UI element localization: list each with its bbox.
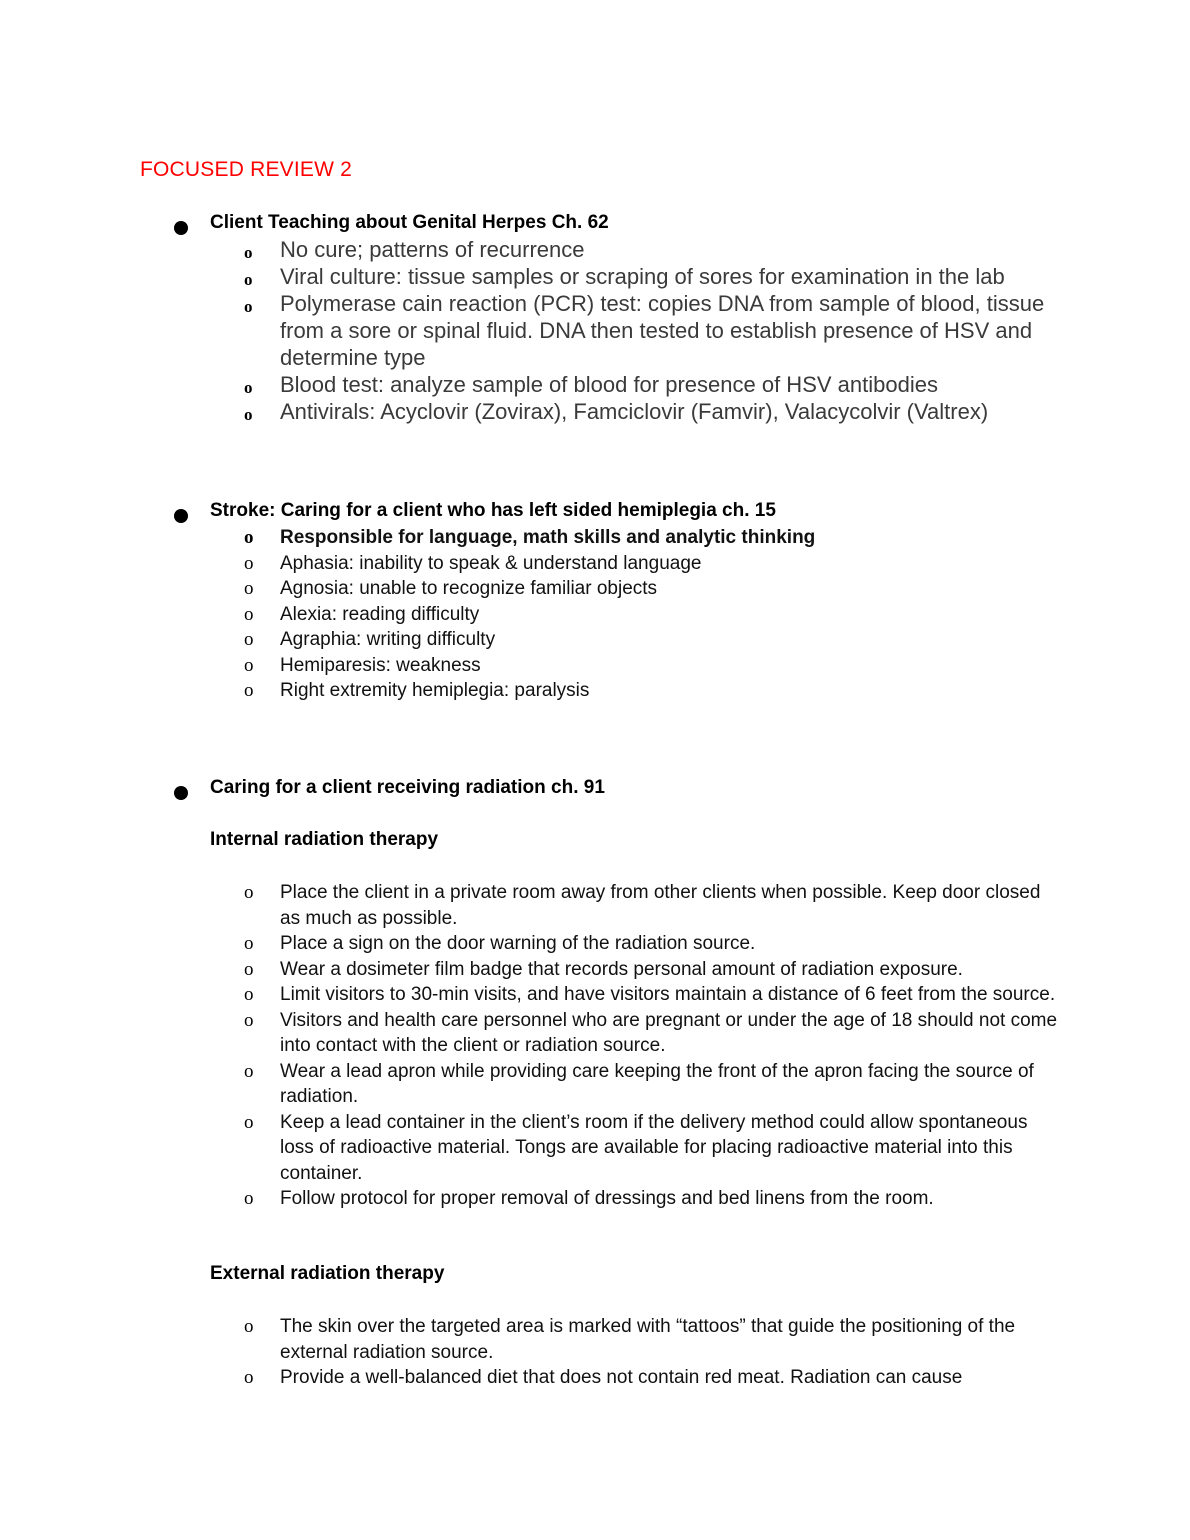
circle-bullet-icon: o <box>244 1316 254 1337</box>
subheading-external-radiation: External radiation therapy <box>210 1263 445 1284</box>
circle-bullet-icon: o <box>244 270 253 289</box>
list-item: o Aphasia: inability to speak & understand language <box>244 551 1064 577</box>
list-item: o Keep a lead container in the client’s room if the delivery method could allow spontaneous loss of radioactive material. Tongs are available for placing radioactive material into this container. <box>244 1111 1028 1184</box>
list-item: o Agnosia: unable to recognize familiar objects <box>244 576 1064 602</box>
list-item: o Place the client in a private room away from other clients when possible. Keep door closed as much as possible. <box>244 882 1041 929</box>
page-title: FOCUSED REVIEW 2 <box>140 158 353 181</box>
circle-bullet-icon: o <box>244 984 254 1005</box>
list-item: o Limit visitors to 30-min visits, and have visitors maintain a distance of 6 feet from the source. <box>244 982 1064 1008</box>
circle-bullet-icon: o <box>244 527 254 548</box>
section-heading-herpes: Client Teaching about Genital Herpes Ch. 62 <box>210 212 609 233</box>
list-item: o Visitors and health care personnel who are pregnant or under the age of 18 should not come into contact with the client or radiation source. <box>244 1009 1058 1056</box>
circle-bullet-icon: o <box>244 1188 254 1209</box>
circle-bullet-icon: o <box>244 629 254 650</box>
list-item: o Responsible for language, math skills and analytic thinking <box>244 525 1064 551</box>
section-heading-stroke: Stroke: Caring for a client who has left sided hemiplegia ch. 15 <box>210 500 776 521</box>
stroke-list <box>244 525 1064 704</box>
list-item: o Provide a well-balanced diet that does not contain red meat. Radiation can cause <box>244 1365 1064 1391</box>
circle-bullet-icon: o <box>244 552 254 574</box>
list-item: o Agraphia: writing difficulty <box>244 627 1064 653</box>
circle-bullet-icon: o <box>244 958 254 980</box>
external-radiation-list <box>244 1314 1064 1391</box>
circle-bullet-icon: o <box>244 933 254 954</box>
circle-bullet-icon: o <box>244 405 253 424</box>
herpes-list <box>244 236 1064 425</box>
list-item: o Antivirals: Acyclovir (Zovirax), Famciclovir (Famvir), Valacycolvir (Valtrex) <box>244 398 1064 425</box>
list-item: o Follow protocol for proper removal of dressings and bed linens from the room. <box>244 1186 1064 1212</box>
circle-bullet-icon: o <box>244 1367 254 1388</box>
circle-bullet-icon: o <box>244 654 254 676</box>
circle-bullet-icon: o <box>244 1060 254 1082</box>
circle-bullet-icon: o <box>244 578 254 599</box>
list-item: o The skin over the targeted area is marked with “tattoos” that guide the positioning of the external radiation source. <box>244 1316 1016 1363</box>
list-item: o Right extremity hemiplegia: paralysis <box>244 678 1064 704</box>
circle-bullet-icon: o <box>244 243 253 262</box>
circle-bullet-icon: o <box>244 1111 254 1133</box>
list-item: o Alexia: reading difficulty <box>244 602 1064 628</box>
list-item: o Place a sign on the door warning of the radiation source. <box>244 931 1064 957</box>
list-item: o Wear a lead apron while providing care keeping the front of the apron facing the source of radiation. <box>244 1060 1034 1107</box>
list-item: o No cure; patterns of recurrence <box>244 236 1064 263</box>
list-item: o Hemiparesis: weakness <box>244 653 1064 679</box>
list-item: o Polymerase cain reaction (PCR) test: copies DNA from sample of blood, tissue from a sore or spinal fluid. DNA then tested to establish presence of HSV and determine type <box>244 291 1045 370</box>
internal-radiation-list <box>244 880 1064 1212</box>
circle-bullet-icon: o <box>244 680 254 701</box>
section-heading-radiation: Caring for a client receiving radiation ch. 91 <box>210 777 605 798</box>
circle-bullet-icon: o <box>244 297 253 316</box>
list-item: o Wear a dosimeter film badge that records personal amount of radiation exposure. <box>244 957 1064 983</box>
circle-bullet-icon: o <box>244 882 254 903</box>
list-item: o Viral culture: tissue samples or scraping of sores for examination in the lab <box>244 263 1064 290</box>
bullet-icon <box>174 221 188 235</box>
list-item: o Blood test: analyze sample of blood for presence of HSV antibodies <box>244 371 1064 398</box>
circle-bullet-icon: o <box>244 603 254 625</box>
circle-bullet-icon: o <box>244 1009 254 1031</box>
subheading-internal-radiation: Internal radiation therapy <box>210 829 439 850</box>
circle-bullet-icon: o <box>244 378 253 397</box>
bullet-icon <box>174 786 188 800</box>
bullet-icon <box>174 509 188 523</box>
